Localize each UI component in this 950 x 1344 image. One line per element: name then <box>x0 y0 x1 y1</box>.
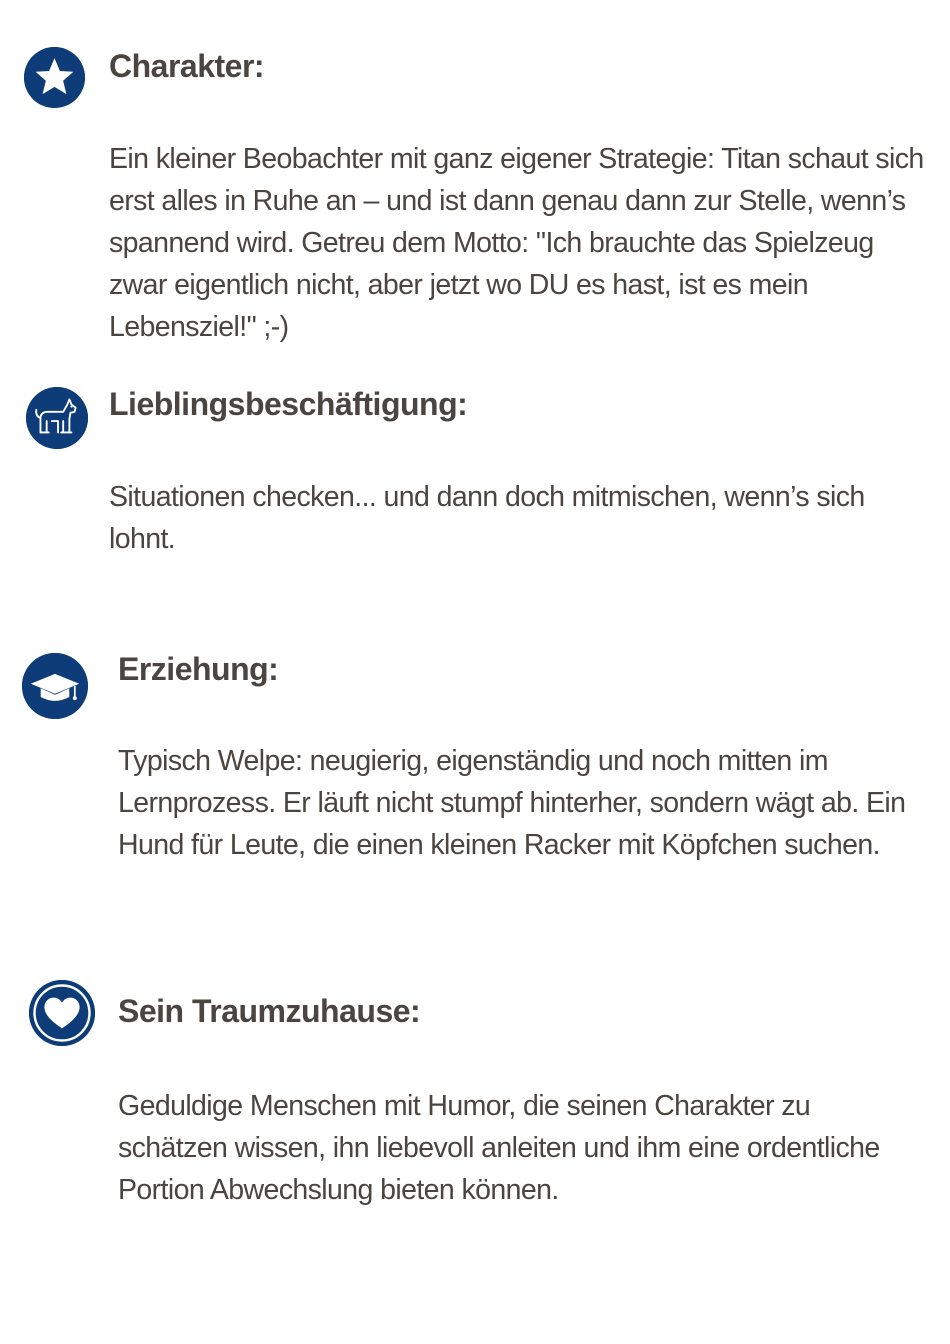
section-heading: Erziehung: <box>118 651 279 687</box>
section-heading: Sein Traumzuhause: <box>118 993 421 1029</box>
heart-icon <box>29 980 95 1046</box>
section-text: Ein kleiner Beobachter mit ganz eigener Strategie: Titan schaut sich erst alles in Ruhe an – und ist dann genau dann zur Stelle, wenn’s spannend wird. Getreu dem Motto: "Ich brauchte das Spielzeug zwar eigentlich nicht, aber jetzt wo DU es hast, ist es mein Lebensziel!" ;-) <box>109 143 924 343</box>
section-heading: Charakter: <box>109 48 265 84</box>
section-text: Situationen checken... und dann doch mitmischen, wenn’s sich lohnt. <box>109 481 865 555</box>
section-heading: Lieblingsbeschäftigung: <box>109 386 468 422</box>
star-icon <box>24 47 85 108</box>
graduation-cap-icon <box>22 653 88 719</box>
section-text: Geduldige Menschen mit Humor, die seinen Charakter zu schätzen wissen, ihn liebevoll anleiten und ihm eine ordentliche Portion Abwechslung bieten können. <box>118 1090 880 1206</box>
dog-icon <box>26 387 88 449</box>
section-text: Typisch Welpe: neugierig, eigenständig und noch mitten im Lernprozess. Er läuft nicht stumpf hinterher, sondern wägt ab. Ein Hund für Leute, die einen kleinen Racker mit Köpfchen suchen. <box>118 745 906 861</box>
